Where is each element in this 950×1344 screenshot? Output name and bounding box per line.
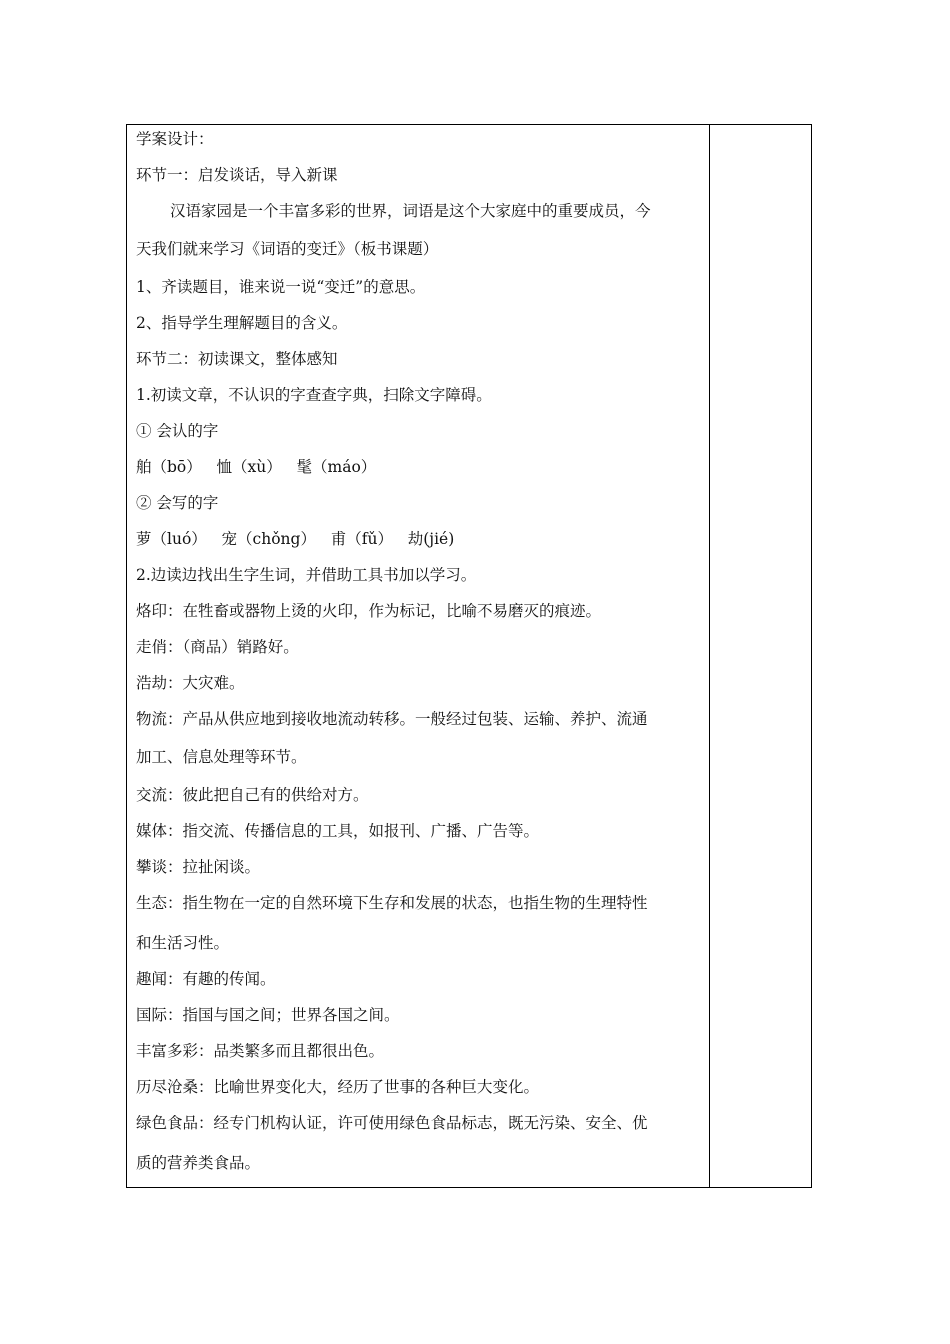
vocab-definition: 国际：指国与国之间；世界各国之间。 <box>136 1006 400 1024</box>
intro-paragraph-line-2: 天我们就来学习《词语的变迁》（板书课题） <box>136 240 439 258</box>
vocab-definition: 历尽沧桑：比喻世界变化大，经历了世事的各种巨大变化。 <box>136 1078 540 1096</box>
vocab-definition: 媒体：指交流、传播信息的工具，如报刊、广播、广告等。 <box>136 822 540 840</box>
instruction-line: 1、齐读题目，谁来说一说“变迁”的意思。 <box>136 278 426 296</box>
step-two-heading: 环节二：初读课文，整体感知 <box>136 350 338 368</box>
intro-paragraph-line-1: 汉语家园是一个丰富多彩的世界，词语是这个大家庭中的重要成员，今 <box>170 202 651 220</box>
vocab-definition: 物流：产品从供应地到接收地流动转移。一般经过包装、运输、养护、流通 <box>136 710 648 728</box>
lesson-table <box>126 124 812 1188</box>
recognize-chars-heading: ① 会认的字 <box>136 422 219 440</box>
recognize-chars-list: 舶（bō） 恤（xù） 髦（máo） <box>136 458 377 476</box>
write-chars-list: 萝（luó） 宠（chǒng） 甫（fǔ） 劫(jié) <box>136 530 455 548</box>
section-heading: 学案设计： <box>136 130 214 148</box>
vocab-definition: 生态：指生物在一定的自然环境下生存和发展的状态，也指生物的生理特性 <box>136 894 648 912</box>
vocab-definition: 攀谈：拉扯闲谈。 <box>136 858 261 876</box>
vocab-definition: 浩劫：大灾难。 <box>136 674 245 692</box>
vocab-definition: 烙印：在牲畜或器物上烫的火印，作为标记，比喻不易磨灭的痕迹。 <box>136 602 602 620</box>
step-one-heading: 环节一：启发谈话，导入新课 <box>136 166 338 184</box>
notes-cell <box>710 125 811 1187</box>
instruction-line: 2、指导学生理解题目的含义。 <box>136 314 348 332</box>
instruction-line: 2.边读边找出生字生词，并借助工具书加以学习。 <box>136 566 477 584</box>
vocab-definition: 走俏：（商品）销路好。 <box>136 638 299 656</box>
vocab-definition: 绿色食品：经专门机构认证，许可使用绿色食品标志，既无污染、安全、优 <box>136 1114 648 1132</box>
vocab-definition-continued: 加工、信息处理等环节。 <box>136 748 307 766</box>
vocab-definition-continued: 和生活习性。 <box>136 934 230 952</box>
instruction-line: 1.初读文章，不认识的字查查字典，扫除文字障碍。 <box>136 386 492 404</box>
vocab-definition: 丰富多彩：品类繁多而且都很出色。 <box>136 1042 385 1060</box>
vocab-definition-continued: 质的营养类食品。 <box>136 1154 261 1172</box>
vocab-definition: 交流：彼此把自己有的供给对方。 <box>136 786 369 804</box>
write-chars-heading: ② 会写的字 <box>136 494 219 512</box>
vocab-definition: 趣闻：有趣的传闻。 <box>136 970 276 988</box>
